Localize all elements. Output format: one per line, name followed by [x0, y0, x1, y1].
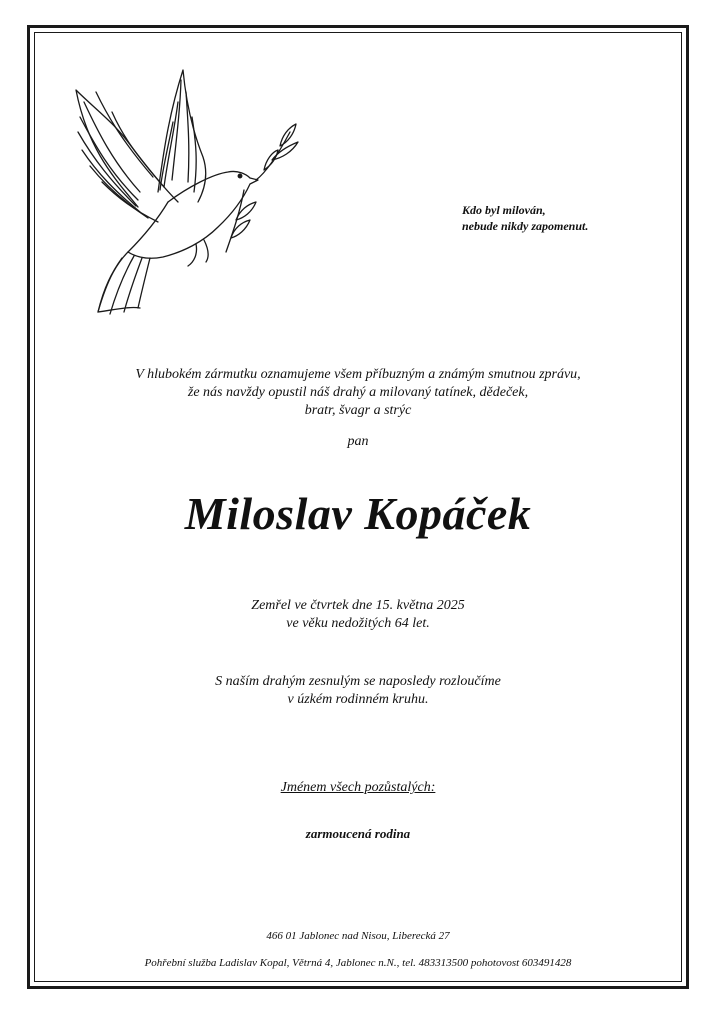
dove-with-olive-branch-icon: [68, 62, 300, 324]
announcement-line-1: V hlubokém zármutku oznamujeme všem příbuzným a známým smutnou zprávu,: [135, 367, 581, 382]
address: 466 01 Jablonec nad Nisou, Liberecká 27: [266, 930, 450, 942]
family-signature: zarmoucená rodina: [305, 826, 411, 841]
farewell-line-2: v úzkém rodinném kruhu.: [287, 692, 429, 707]
announcement-line-3: bratr, švagr a strýc: [304, 403, 412, 418]
announcement-line-2: že nás navždy opustil náš drahý a milovaný tatínek, dědeček,: [187, 385, 529, 400]
motto: [462, 202, 682, 234]
death-info-line-1: Zemřel ve čtvrtek dne 15. května 2025: [251, 598, 465, 613]
farewell-line-1: S naším drahým zesnulým se naposledy rozloučíme: [215, 674, 501, 689]
death-info-line-2: ve věku nedožitých 64 let.: [286, 616, 430, 631]
death-info: [34, 597, 682, 633]
farewell: [34, 673, 682, 709]
on-behalf-heading: [34, 780, 682, 796]
funeral-service-info: Pohřební služba Ladislav Kopal, Větrná 4, Jablonec n.N., tel. 483313500 pohotovost 603491428: [144, 957, 572, 969]
motto-line-2: nebude nikdy zapomenut.: [462, 219, 589, 233]
motto-line-1: Kdo byl milován,: [462, 203, 546, 217]
deceased-name: Miloslav Kopáček: [184, 488, 532, 539]
announcement: [34, 366, 682, 420]
on-behalf-text: Jménem všech pozůstalých:: [280, 780, 436, 795]
title-word: pan: [347, 434, 369, 449]
